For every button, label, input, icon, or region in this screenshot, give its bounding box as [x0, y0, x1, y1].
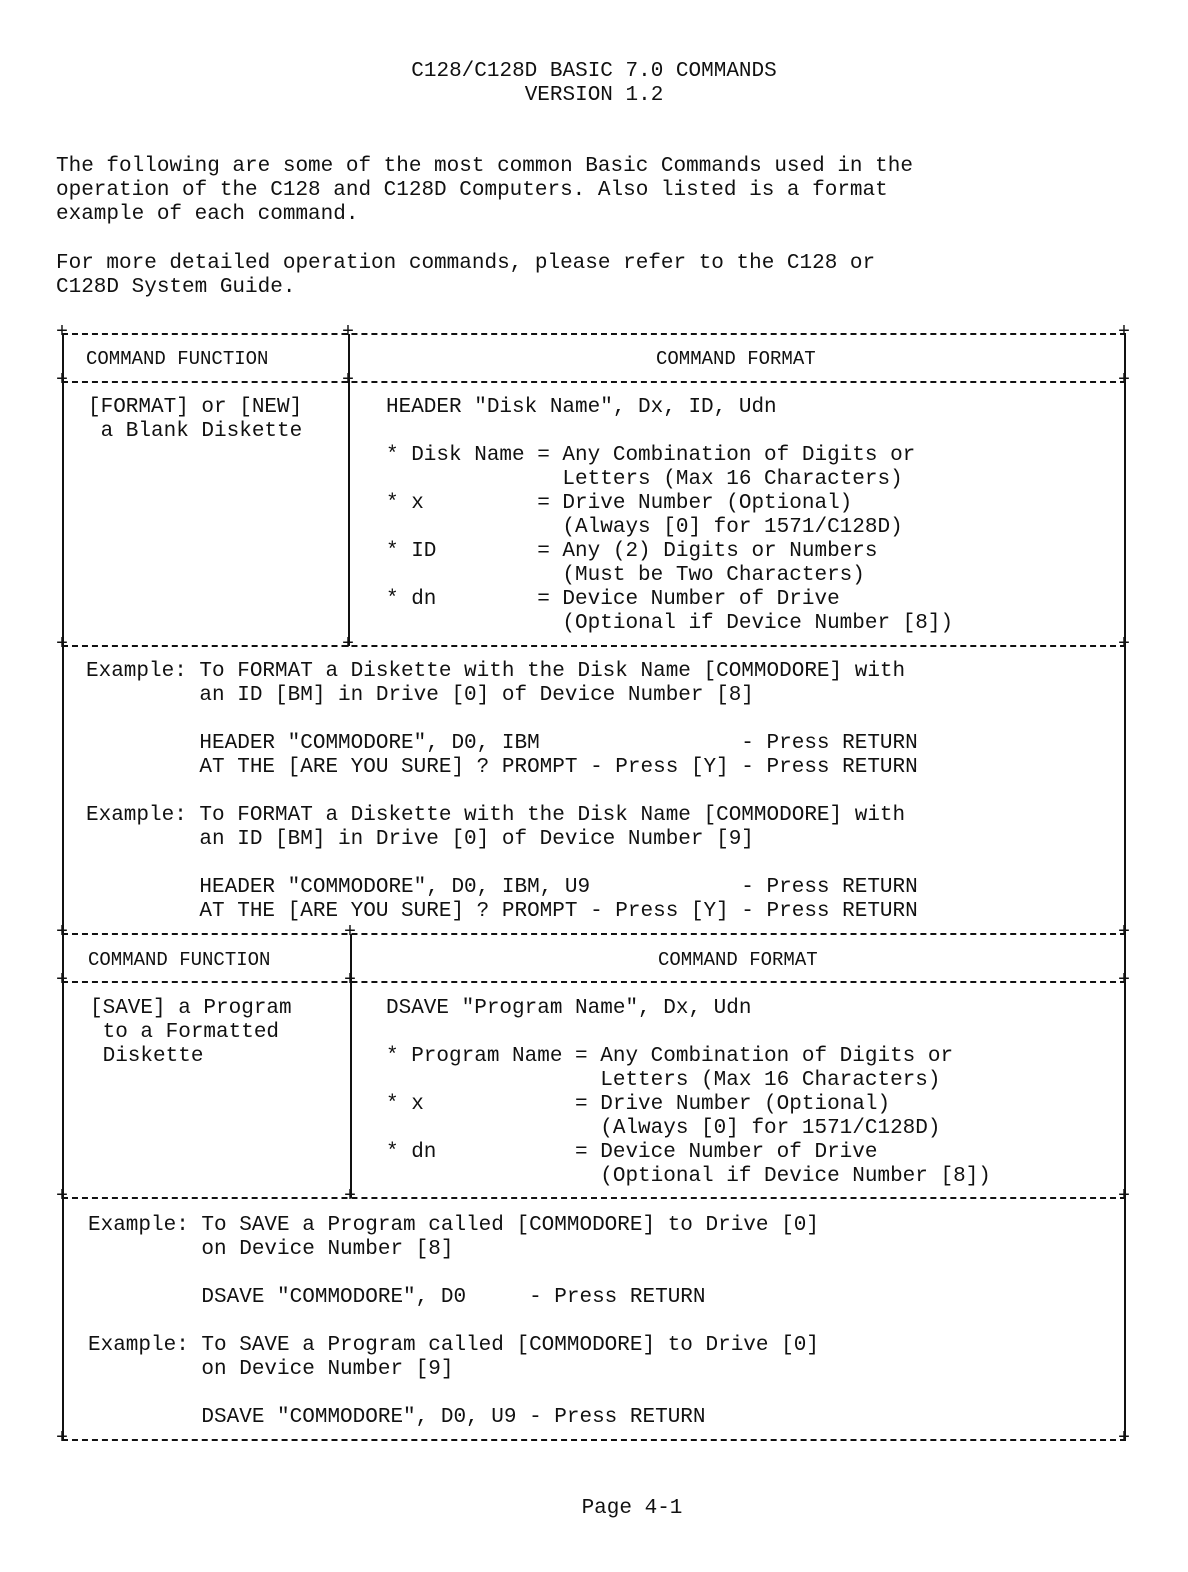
format-param: * x = Drive Number (Optional) — [386, 1093, 891, 1116]
table-junction: + — [343, 1185, 356, 1208]
table-junction: + — [55, 1185, 68, 1208]
example-text: on Device Number [8] — [88, 1238, 454, 1261]
table-junction: + — [1117, 921, 1130, 944]
format-param: * ID = Any (2) Digits or Numbers — [386, 540, 878, 563]
example-command: HEADER "COMMODORE", D0, IBM, U9 - Press RETURN — [86, 876, 918, 899]
example-command: AT THE [ARE YOU SURE] ? PROMPT - Press [Y] - Press RETURN — [86, 756, 918, 779]
table-junction: + — [343, 921, 356, 944]
header-command-function: COMMAND FUNCTION — [86, 348, 269, 370]
function-text: Diskette — [90, 1045, 204, 1068]
table-junction: + — [1117, 633, 1130, 656]
intro-line-2: operation of the C128 and C128D Computers. Also listed is a format — [56, 179, 888, 202]
table-junction: + — [1117, 321, 1130, 344]
table-rule-bottom — [62, 933, 1126, 935]
table-junction: + — [1117, 969, 1130, 992]
example-command: DSAVE "COMMODORE", D0, U9 - Press RETURN — [88, 1406, 706, 1429]
format-param: * Program Name = Any Combination of Digits or — [386, 1045, 954, 1068]
table-rule-mid — [62, 645, 1126, 647]
table-junction: + — [341, 369, 354, 392]
format-param: (Optional if Device Number [8]) — [386, 612, 954, 635]
example-command: DSAVE "COMMODORE", D0 - Press RETURN — [88, 1286, 706, 1309]
document-title: C128/C128D BASIC 7.0 COMMANDS — [411, 60, 777, 83]
format-param: (Always [0] for 1571/C128D) — [386, 516, 903, 539]
table-junction: + — [55, 969, 68, 992]
table-junction: + — [55, 369, 68, 392]
example-text: Example: To SAVE a Program called [COMMODORE] to Drive [0] — [88, 1334, 819, 1357]
table-junction: + — [1117, 1185, 1130, 1208]
table-rule-header — [62, 381, 1126, 383]
example-text: on Device Number [9] — [88, 1358, 454, 1381]
format-param: Letters (Max 16 Characters) — [386, 468, 903, 491]
table-junction: + — [55, 321, 68, 344]
table-junction: + — [1117, 1427, 1130, 1450]
function-text: [SAVE] a Program — [90, 997, 292, 1020]
table-junction: + — [55, 633, 68, 656]
header-command-function: COMMAND FUNCTION — [88, 949, 271, 971]
example-text: an ID [BM] in Drive [0] of Device Number [9] — [86, 828, 754, 851]
table-rule-top — [62, 333, 1126, 335]
example-text: Example: To FORMAT a Diskette with the Disk Name [COMMODORE] with — [86, 804, 906, 827]
function-text: [FORMAT] or [NEW] — [88, 396, 303, 419]
intro-line-5: C128D System Guide. — [56, 276, 296, 299]
format-syntax: HEADER "Disk Name", Dx, ID, Udn — [386, 396, 777, 419]
intro-line-1: The following are some of the most common Basic Commands used in the — [56, 155, 913, 178]
format-param: * dn = Device Number of Drive — [386, 588, 840, 611]
document-version: VERSION 1.2 — [524, 84, 664, 107]
format-syntax: DSAVE "Program Name", Dx, Udn — [386, 997, 752, 1020]
format-param: * dn = Device Number of Drive — [386, 1141, 878, 1164]
table-junction: + — [343, 969, 356, 992]
page-number: Page 4-1 — [581, 1497, 683, 1520]
format-param: (Optional if Device Number [8]) — [386, 1165, 991, 1188]
format-param: (Must be Two Characters) — [386, 564, 865, 587]
format-param: (Always [0] for 1571/C128D) — [386, 1117, 941, 1140]
format-param: Letters (Max 16 Characters) — [386, 1069, 941, 1092]
table-rule-header — [62, 981, 1126, 983]
table-rule-mid — [62, 1197, 1126, 1199]
example-text: Example: To FORMAT a Diskette with the Disk Name [COMMODORE] with — [86, 660, 906, 683]
function-text: a Blank Diskette — [88, 420, 303, 443]
table-junction: + — [55, 1427, 68, 1450]
format-param: * Disk Name = Any Combination of Digits or — [386, 444, 916, 467]
example-command: HEADER "COMMODORE", D0, IBM - Press RETURN — [86, 732, 918, 755]
header-command-format: COMMAND FORMAT — [656, 348, 816, 370]
example-text: an ID [BM] in Drive [0] of Device Number [8] — [86, 684, 754, 707]
intro-line-3: example of each command. — [56, 203, 359, 226]
table-junction: + — [341, 633, 354, 656]
intro-line-4: For more detailed operation commands, please refer to the C128 or — [56, 252, 876, 275]
header-command-format: COMMAND FORMAT — [658, 949, 818, 971]
table-junction: + — [1117, 369, 1130, 392]
format-param: * x = Drive Number (Optional) — [386, 492, 853, 515]
table-junction: + — [341, 321, 354, 344]
table-rule-bottom — [62, 1439, 1126, 1441]
example-command: AT THE [ARE YOU SURE] ? PROMPT - Press [Y] - Press RETURN — [86, 900, 918, 923]
function-text: to a Formatted — [90, 1021, 280, 1044]
table-junction: + — [55, 921, 68, 944]
example-text: Example: To SAVE a Program called [COMMODORE] to Drive [0] — [88, 1214, 819, 1237]
